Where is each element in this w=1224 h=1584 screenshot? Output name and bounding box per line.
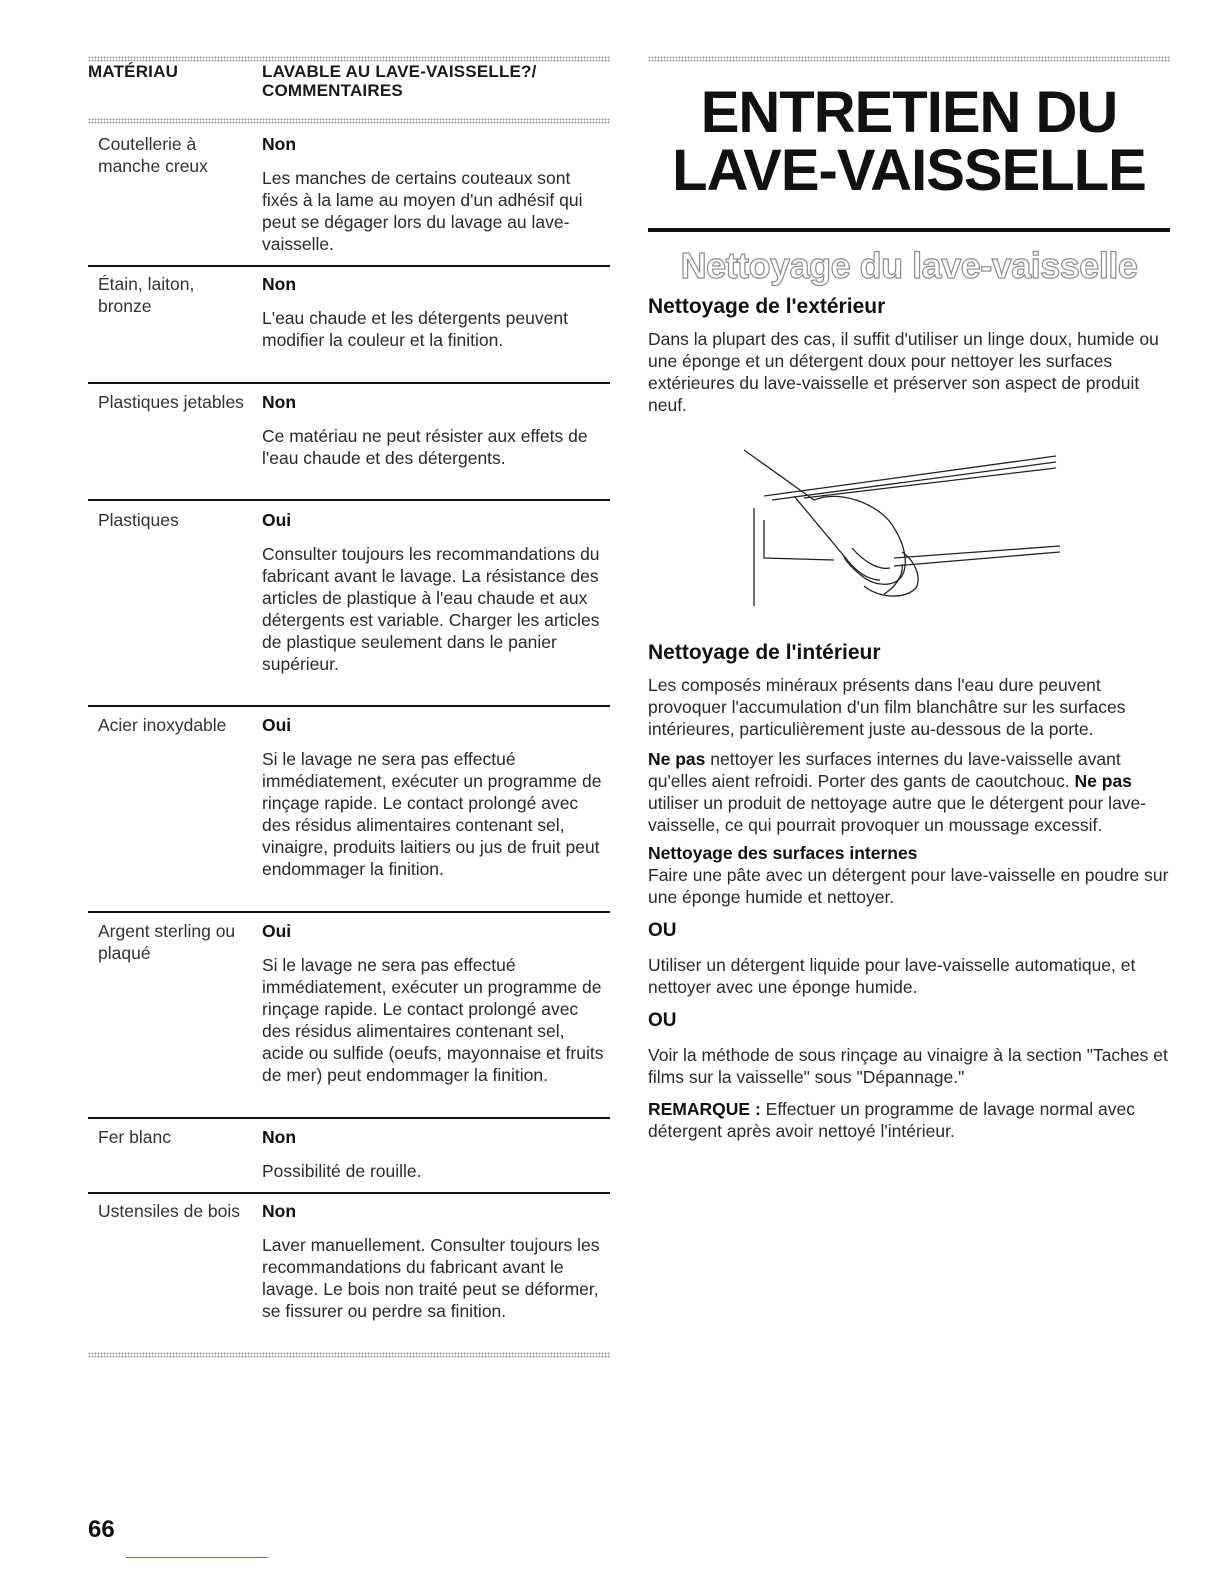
table-row (88, 133, 610, 255)
title-rule (648, 228, 1170, 232)
door-top-edge-line-3 (804, 468, 1056, 498)
header-material: MATÉRIAU (88, 62, 179, 81)
material-cell: Ustensiles de bois (98, 1201, 241, 1221)
section-title: Nettoyage du lave-vaisselle (680, 245, 1138, 286)
verdict: Non (262, 1201, 297, 1221)
header-dotted-rule (88, 118, 610, 124)
comment-cell (262, 133, 610, 255)
material-cell: Plastiques (98, 510, 179, 530)
remark-paragraph (648, 1098, 1170, 1142)
page-number: 66 (88, 1516, 115, 1543)
comment-cell (262, 391, 610, 469)
title-line-2: LAVE-VAISSELLE (672, 138, 1146, 203)
exterior-heading: Nettoyage de l'extérieur (648, 295, 886, 318)
internal-surfaces-text: Faire une pâte avec un détergent pour lave-vaisselle en poudre sur une éponge humide et nettoyer. (648, 865, 1169, 907)
warning-keyword: Ne pas (648, 749, 706, 769)
internal-surfaces-heading: Nettoyage des surfaces internes (648, 843, 918, 863)
table-row (88, 509, 610, 675)
warning-text: utiliser un produit de nettoyage autre que le détergent pour lave-vaisselle, ce qui pourrait provoquer un moussage excessif. (648, 793, 1147, 835)
verdict: Oui (262, 510, 292, 530)
arm (744, 450, 814, 500)
row-divider (88, 382, 610, 384)
row-divider (88, 1192, 610, 1194)
material-cell: Fer blanc (98, 1127, 171, 1147)
table-row (88, 1200, 610, 1322)
comment-cell (262, 714, 610, 880)
table-row (88, 714, 610, 880)
material-cell: Acier inoxydable (98, 715, 227, 735)
row-divider (88, 265, 610, 267)
interior-section (648, 640, 1170, 1142)
door-panel-inner (764, 520, 834, 560)
material-table (88, 62, 610, 100)
comment-cell (262, 273, 610, 351)
remark-keyword: REMARQUE : (648, 1099, 761, 1119)
finger-2 (852, 548, 890, 568)
material-cell: Étain, laiton, bronze (98, 274, 195, 316)
door-top-edge-line (764, 456, 1056, 496)
row-divider (88, 911, 610, 913)
comment-cell (262, 509, 610, 675)
note: Si le lavage ne sera pas effectué immédiatement, exécuter un programme de rinçage rapide. Le contact prolongé avec des résidus alimentaires contenant sel, vinaigre, produits laitiers ou jus de fruit peut endommager la finition. (262, 749, 602, 879)
comment-cell (262, 1126, 610, 1182)
or-label: OU (648, 920, 677, 941)
title-line-1: ENTRETIEN DU (700, 80, 1118, 145)
table-row (88, 920, 610, 1086)
table-row (88, 391, 610, 469)
hand (814, 496, 905, 584)
alternative-text: Voir la méthode de sous rinçage au vinaigre à la section "Taches et films sur la vaisselle" sous "Dépannage." (648, 1045, 1168, 1087)
comment-cell (262, 1200, 610, 1322)
exterior-text: Dans la plupart des cas, il suffit d'utiliser un linge doux, humide ou une éponge et un détergent doux pour nettoyer les surfaces extérieures du lave-vaisselle et préserver son aspect de produit neuf. (648, 329, 1159, 415)
page-title (648, 80, 1170, 203)
note: Si le lavage ne sera pas effectué immédiatement, exécuter un programme de rinçage rapide. Le contact prolongé avec des résidus alimentaires contenant sel, acide ou sulfide (oeufs, mayonnaise et fruits de mer) peut endommager la finition. (262, 955, 604, 1085)
note: Consulter toujours les recommandations du fabricant avant le lavage. La résistance des articles de plastique à l'eau chaude et aux détergents est variable. Charger les articles de plastique seulement dans le panier supérieur. (262, 544, 600, 674)
interior-text: Les composés minéraux présents dans l'eau dure peuvent provoquer l'accumulation d'un film blanchâtre sur les surfaces intérieures, particulièrement juste au-dessous de la porte. (648, 675, 1126, 739)
row-divider (88, 1117, 610, 1119)
material-cell: Plastiques jetables (98, 392, 244, 412)
comment-cell (262, 920, 610, 1086)
verdict: Non (262, 274, 297, 294)
warning-paragraph (648, 748, 1170, 836)
door-top-edge-line-2 (772, 462, 1056, 500)
material-cell: Argent sterling ou plaqué (98, 921, 236, 963)
verdict: Non (262, 392, 297, 412)
note: Laver manuellement. Consulter toujours les recommandations du fabricant avant le lavage. Le bois non traité peut se déformer, se fissurer ou perdre sa finition. (262, 1235, 600, 1321)
table-row (88, 1126, 610, 1182)
row-divider (88, 705, 610, 707)
alternative-text: Utiliser un détergent liquide pour lave-vaisselle automatique, et nettoyer avec une éponge humide. (648, 955, 1136, 997)
arm-lower (794, 496, 844, 556)
table-row (88, 273, 610, 351)
door-handle-line-2 (894, 552, 1060, 566)
row-divider (88, 499, 610, 501)
remark-text: Effectuer un programme de lavage normal avec détergent après avoir nettoyé l'intérieur. (648, 1099, 1135, 1141)
note: Les manches de certains couteaux sont fixés à la lame au moyen d'un adhésif qui peut se dégager lors du lavage au lave-vaisselle. (262, 168, 583, 254)
verdict: Non (262, 134, 297, 154)
door-handle-line (894, 546, 1060, 558)
warning-text: nettoyer les surfaces internes du lave-vaisselle avant qu'elles aient refroidi. Porter des gants de caoutchouc. (648, 749, 1121, 791)
exterior-section (648, 294, 1170, 416)
verdict: Oui (262, 715, 292, 735)
table-header (88, 62, 610, 100)
warning-keyword: Ne pas (1074, 771, 1132, 791)
note: Possibilité de rouille. (262, 1161, 422, 1181)
bottom-dotted-rule (88, 1352, 610, 1358)
note: Ce matériau ne peut résister aux effets de l'eau chaude et des détergents. (262, 426, 588, 468)
cleaning-illustration (744, 448, 1074, 608)
right-column (648, 62, 1170, 1141)
material-cell: Coutellerie à manche creux (98, 134, 208, 176)
note: L'eau chaude et les détergents peuvent modifier la couleur et la finition. (262, 308, 568, 350)
or-label: OU (648, 1010, 677, 1031)
verdict: Non (262, 1127, 297, 1147)
interior-heading: Nettoyage de l'intérieur (648, 641, 881, 664)
footer-line (126, 1557, 268, 1558)
header-comment: LAVABLE AU LAVE-VAISSELLE?/ COMMENTAIRES (262, 62, 537, 100)
verdict: Oui (262, 921, 292, 941)
